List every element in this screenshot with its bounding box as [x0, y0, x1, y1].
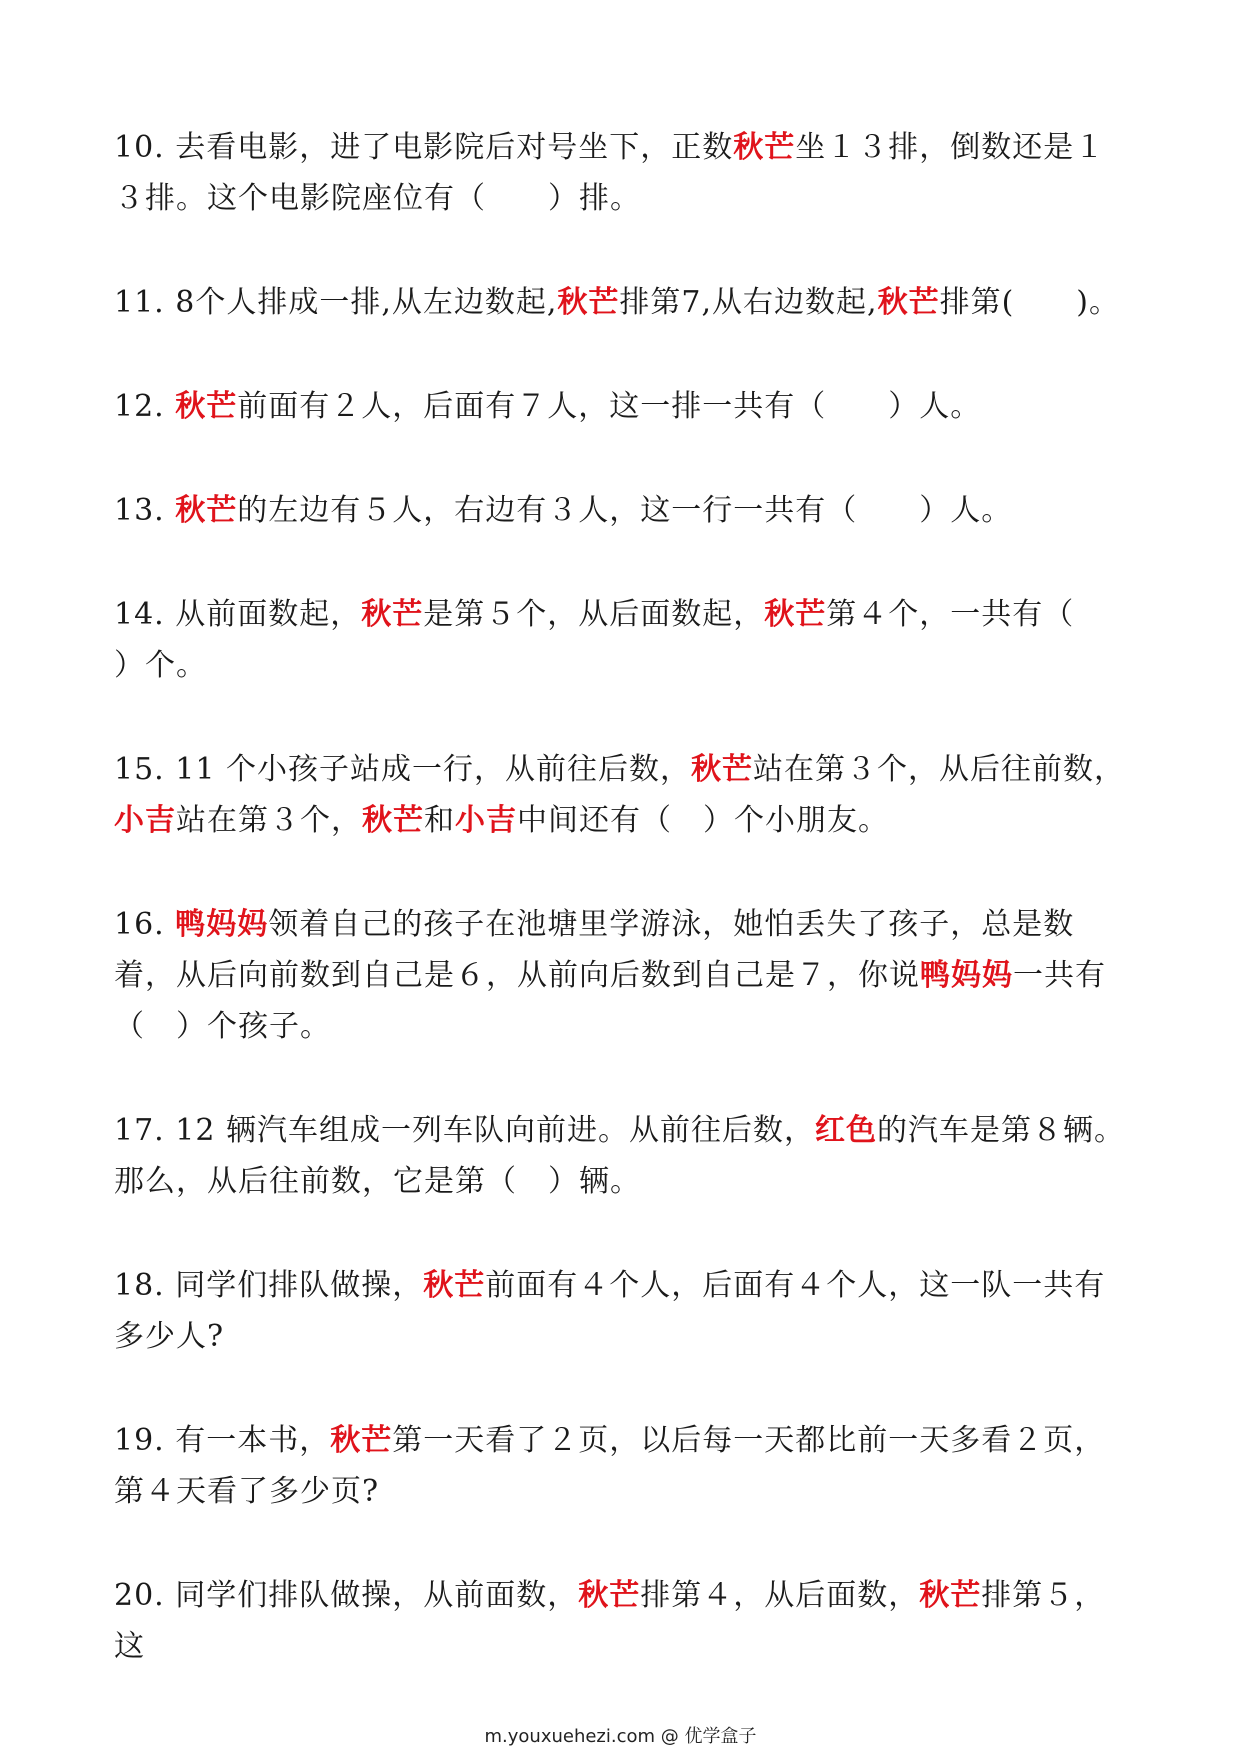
problem-text: 站在第３个，	[176, 803, 362, 838]
highlighted-name: 秋芒	[175, 389, 238, 424]
highlighted-name: 秋芒	[764, 597, 827, 632]
problem-text: 排第４，从后面数，	[640, 1578, 920, 1613]
problem-20	[114, 1570, 1134, 1672]
highlighted-name: 秋芒	[423, 1268, 486, 1303]
problem-16	[114, 899, 1134, 1052]
problem-text: 的汽车是第８辆。那么，从后往前数，它是第（ ）辆。	[114, 1113, 1125, 1199]
problem-text: 是第５个，从后面数起，	[423, 597, 765, 632]
problem-text: 15. 11 个小孩子站成一行，从前往后数，	[114, 752, 691, 787]
highlighted-name: 小吉	[114, 803, 176, 838]
highlighted-name: 秋芒	[733, 130, 796, 165]
problem-text: 坐１３排，倒数还是１３排。这个电影院座位有（ ）排。	[114, 130, 1106, 216]
highlighted-name: 红色	[814, 1113, 877, 1148]
problem-text: 17. 12 辆汽车组成一列车队向前进。从前往后数，	[114, 1113, 815, 1148]
problem-12	[114, 381, 1134, 432]
problem-text: 排第7,从右边数起,	[619, 285, 878, 320]
problem-text: 的左边有５人，右边有３人，这一行一共有（ ）人。	[237, 493, 1013, 528]
problem-text: 18. 同学们排队做操，	[114, 1268, 424, 1303]
highlighted-name: 秋芒	[919, 1578, 982, 1613]
problem-text: 12.	[114, 389, 176, 424]
problem-text: 排第５，这	[114, 1578, 1106, 1664]
problem-text: 前面有２人，后面有７人，这一排一共有（ ）人。	[237, 389, 982, 424]
highlighted-name: 秋芒	[557, 285, 620, 320]
problem-text: 排第( )。	[939, 285, 1120, 320]
problem-text: 10. 去看电影，进了电影院后对号坐下，正数	[114, 130, 734, 165]
problem-text: 19. 有一本书，	[114, 1423, 331, 1458]
problem-text: 14. 从前面数起，	[114, 597, 362, 632]
highlighted-name: 小吉	[455, 803, 517, 838]
footer-watermark: m.youxuehezi.com @ 优学盒子	[484, 1726, 757, 1747]
problem-text: 一共有（ ）个孩子。	[114, 958, 1106, 1044]
highlighted-name: 秋芒	[690, 752, 753, 787]
problem-text: 11. 8个人排成一排,从左边数起,	[114, 285, 558, 320]
problem-18	[114, 1260, 1134, 1362]
problem-text: 16.	[114, 907, 176, 942]
problem-10	[114, 122, 1134, 224]
problem-15	[114, 744, 1134, 846]
problem-text: 和	[424, 803, 455, 838]
highlighted-name: 鸭妈妈	[920, 958, 1013, 993]
problem-text: 20. 同学们排队做操，从前面数，	[114, 1578, 579, 1613]
problem-text: 前面有４个人，后面有４个人，这一队一共有多少人?	[114, 1268, 1106, 1354]
highlighted-name: 秋芒	[362, 803, 424, 838]
problem-text: 第一天看了２页，以后每一天都比前一天多看２页，第４天看了多少页?	[114, 1423, 1106, 1509]
highlighted-name: 秋芒	[361, 597, 424, 632]
highlighted-name: 秋芒	[330, 1423, 393, 1458]
problem-text: 中间还有（ ）个小朋友。	[517, 803, 889, 838]
problem-17	[114, 1105, 1134, 1207]
problem-text: 站在第３个，从后往前数，	[752, 752, 1125, 787]
highlighted-name: 秋芒	[877, 285, 940, 320]
problem-text: 第４个，一共有（ ）个。	[114, 597, 1137, 683]
problem-list	[114, 122, 1137, 1725]
problem-text: 13.	[114, 493, 176, 528]
problem-14	[114, 589, 1137, 691]
highlighted-name: 秋芒	[175, 493, 238, 528]
problem-13	[114, 485, 1134, 536]
problem-text: 领着自己的孩子在池塘里学游泳，她怕丢失了孩子，总是数着，从后向前数到自己是６，从前向后数到自己是７，你说	[114, 907, 1075, 993]
highlighted-name: 鸭妈妈	[175, 907, 269, 942]
problem-19	[114, 1415, 1134, 1517]
problem-11	[114, 277, 1134, 328]
highlighted-name: 秋芒	[578, 1578, 641, 1613]
